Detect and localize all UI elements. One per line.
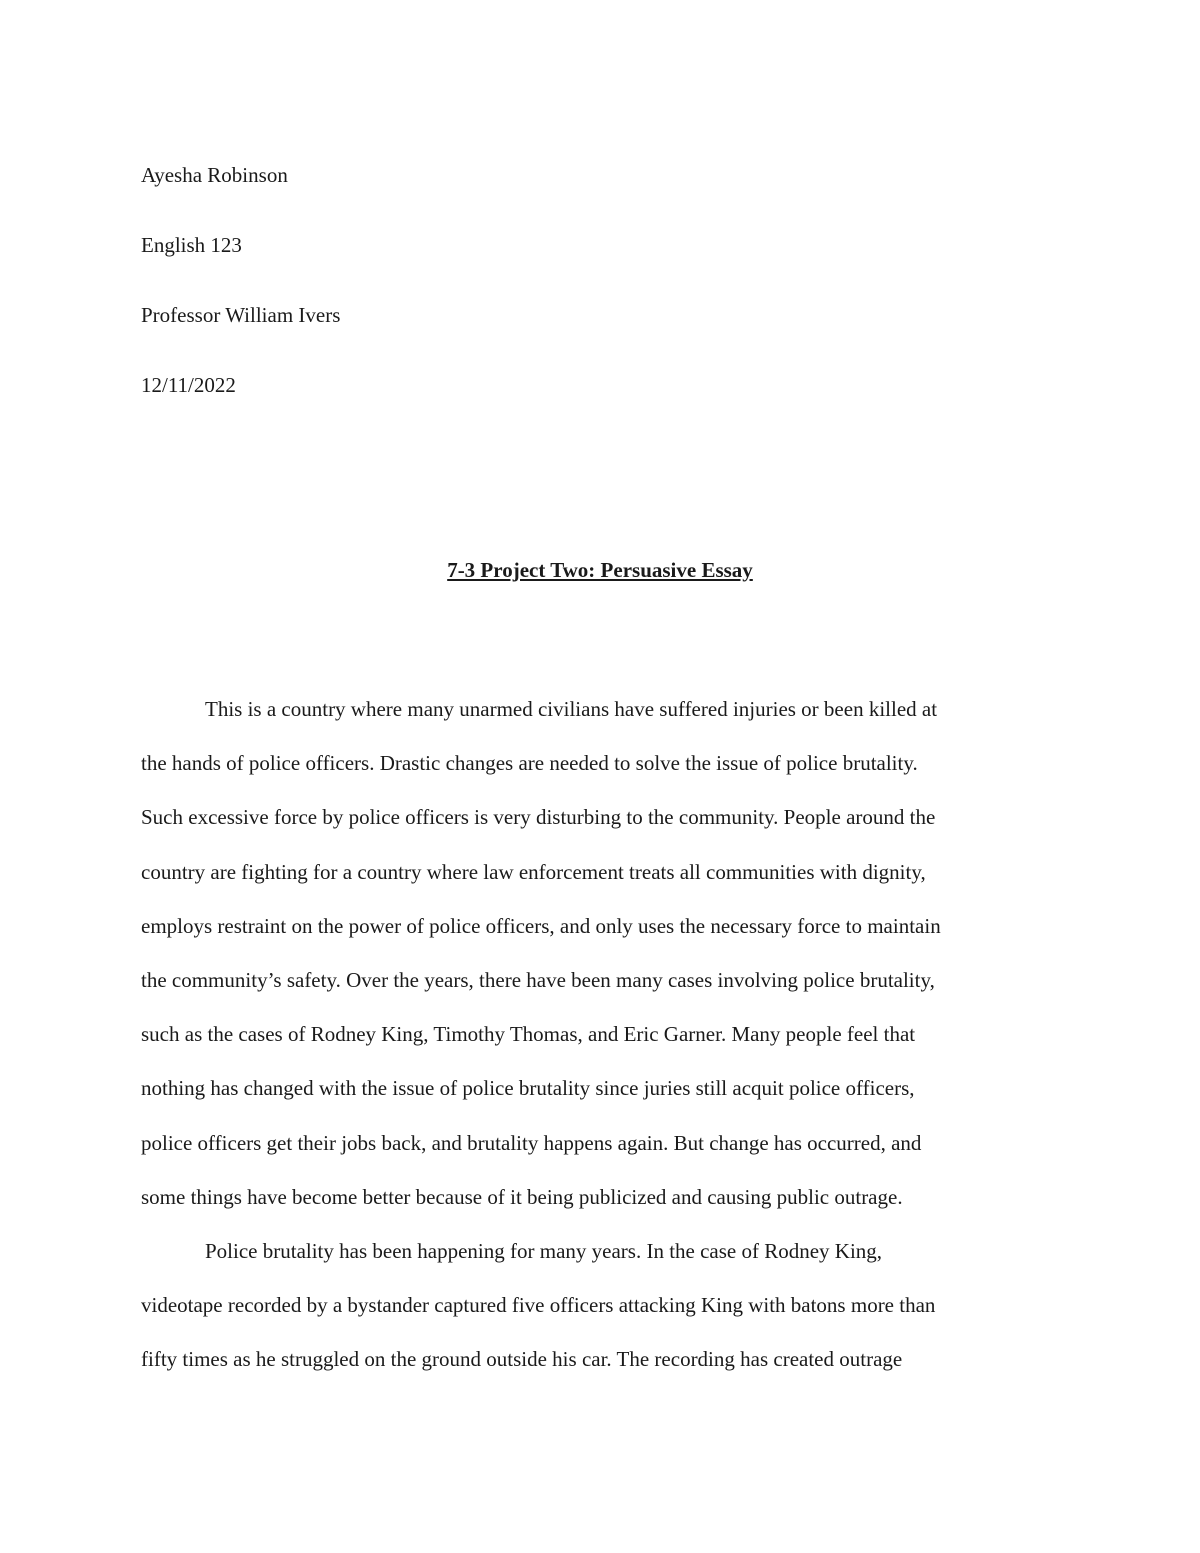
paragraph-line: police officers get their jobs back, and brutality happens again. But change has occurred, and [141, 1130, 922, 1155]
essay-date: 12/11/2022 [141, 373, 236, 397]
paragraph-line: This is a country where many unarmed civilians have suffered injuries or been killed at [205, 697, 938, 721]
paragraph-line: Police brutality has been happening for many years. In the case of Rodney King, [205, 1238, 883, 1263]
paragraph-line: the community’s safety. Over the years, there have been many cases involving police brutality, [141, 967, 935, 992]
paragraph-line: Such excessive force by police officers is very disturbing to the community. People around the [141, 805, 936, 830]
paragraph-line: fifty times as he struggled on the ground outside his car. The recording has created outrage [141, 1347, 903, 1372]
course-name: English 123 [141, 233, 242, 257]
essay-header [141, 140, 340, 420]
author-name: Ayesha Robinson [141, 163, 288, 187]
paragraph-line: videotape recorded by a bystander captured five officers attacking King with batons more than [141, 1293, 936, 1318]
professor-name: Professor William Ivers [141, 303, 341, 327]
essay-body [141, 682, 1061, 1386]
paragraph-line: some things have become better because of it being publicized and causing public outrage. [141, 1184, 903, 1209]
paragraph-line: country are fighting for a country where law enforcement treats all communities with dignity, [141, 859, 926, 884]
paragraph-line: nothing has changed with the issue of police brutality since juries still acquit police officers, [141, 1076, 915, 1101]
paragraph-line: employs restraint on the power of police officers, and only uses the necessary force to maintain [141, 913, 941, 938]
paragraph-line: the hands of police officers. Drastic changes are needed to solve the issue of police brutality. [141, 751, 918, 776]
paragraph-line: such as the cases of Rodney King, Timothy Thomas, and Eric Garner. Many people feel that [141, 1022, 916, 1047]
essay-title: 7-3 Project Two: Persuasive Essay [447, 558, 753, 582]
